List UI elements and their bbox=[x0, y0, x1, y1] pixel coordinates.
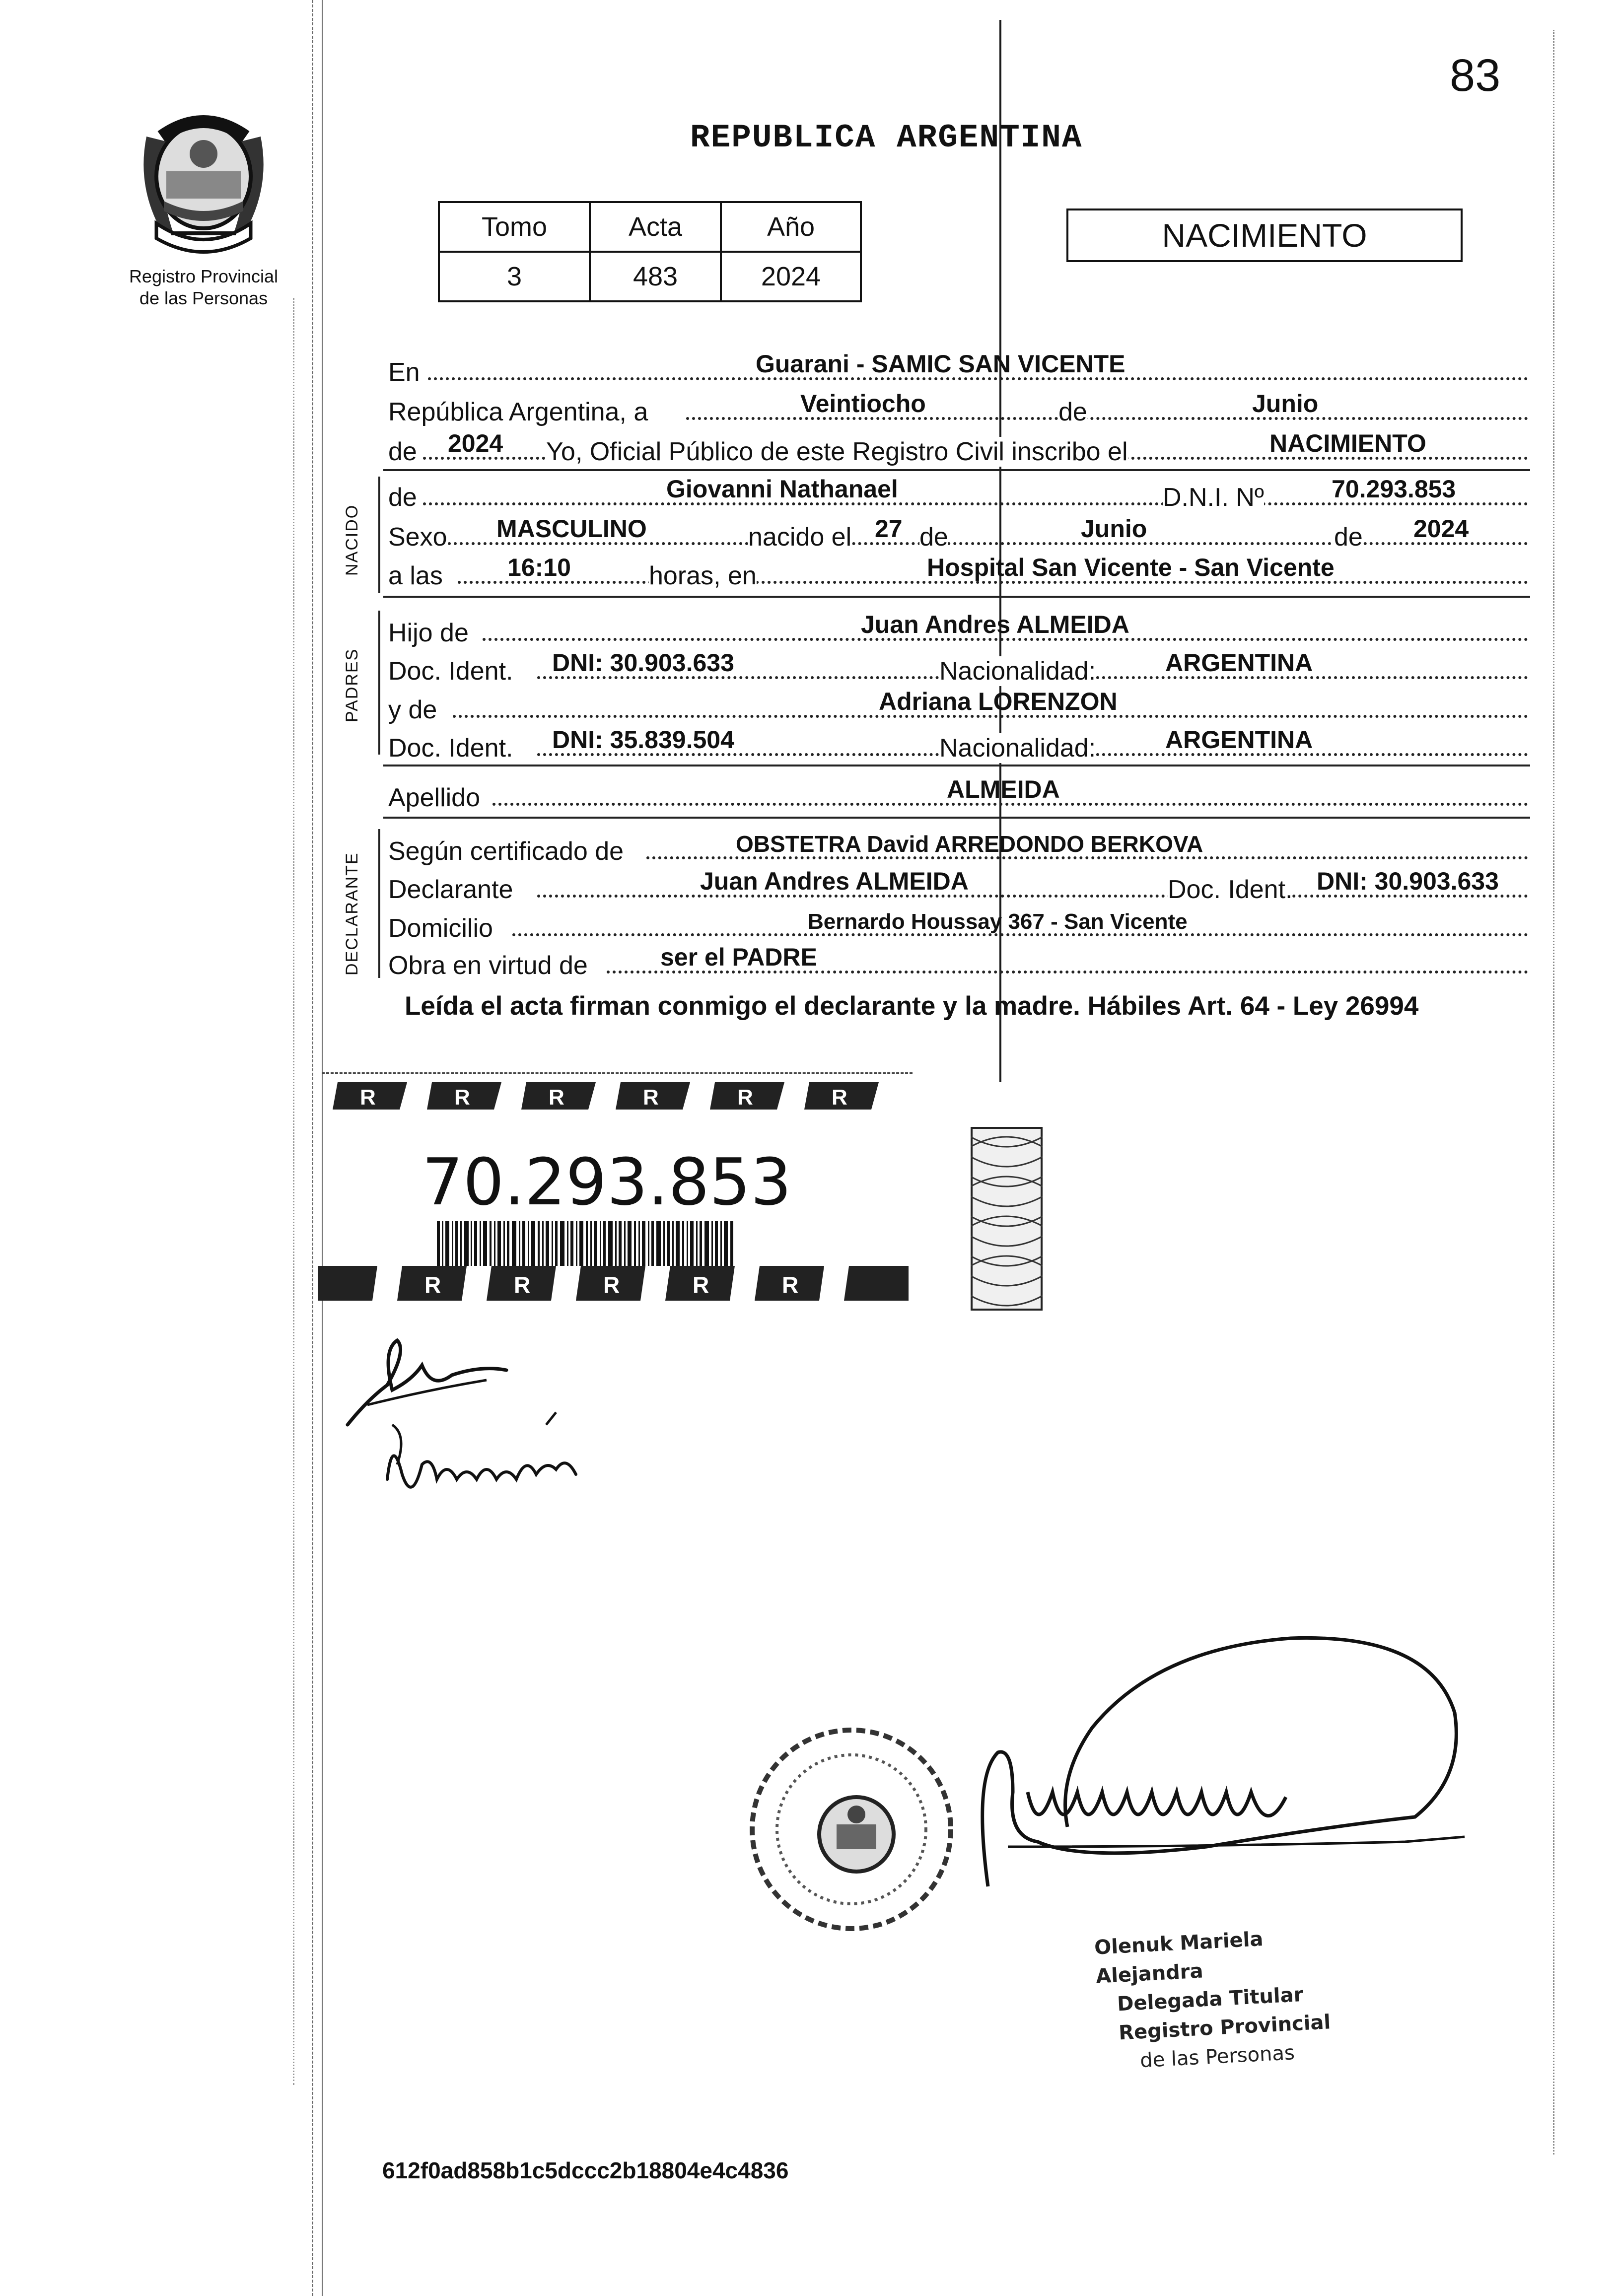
record-type-box: NACIMIENTO bbox=[1066, 209, 1463, 262]
value-father: Juan Andres ALMEIDA bbox=[861, 611, 1129, 638]
scan-fold-line bbox=[322, 0, 323, 2296]
label-de: de bbox=[388, 483, 417, 512]
value-obra: ser el PADRE bbox=[660, 943, 817, 971]
value-father-nationality: ARGENTINA bbox=[1165, 649, 1313, 677]
label-y-de: y de bbox=[388, 696, 437, 724]
registry-label-line: Registro Provincial bbox=[129, 266, 279, 286]
svg-text:R: R bbox=[643, 1085, 659, 1110]
table-value-tomo: 3 bbox=[439, 252, 590, 301]
label-de: de bbox=[1334, 523, 1363, 552]
form-row-time bbox=[388, 556, 1528, 591]
label-nacionalidad: Nacionalidad: bbox=[939, 657, 1096, 686]
form-row-domicilio bbox=[388, 908, 1528, 943]
table-header-tomo: Tomo bbox=[439, 202, 590, 252]
table-value-ano: 2024 bbox=[721, 252, 861, 301]
value-apellido: ALMEIDA bbox=[947, 775, 1060, 803]
registry-label bbox=[104, 266, 303, 309]
official-name-stamp bbox=[1094, 1919, 1379, 2078]
value-declarante-doc: DNI: 30.903.633 bbox=[1317, 867, 1499, 895]
official-stamp-line: Olenuk Mariela Alejandra bbox=[1094, 1928, 1264, 1988]
svg-text:R: R bbox=[737, 1085, 753, 1110]
value-mother-doc: DNI: 35.839.504 bbox=[552, 726, 734, 754]
label-republic: República Argentina, a bbox=[388, 398, 648, 426]
label-de: de bbox=[388, 437, 417, 466]
table-header-acta: Acta bbox=[590, 202, 721, 252]
scan-fold-line bbox=[293, 298, 294, 2085]
official-stamp-line: Registro Provincial bbox=[1118, 2011, 1332, 2045]
label-a-las: a las bbox=[388, 561, 443, 590]
section-bar bbox=[378, 477, 380, 593]
hologram-seal-icon bbox=[971, 1127, 1043, 1311]
official-stamp-line: Delegada Titular bbox=[1117, 1983, 1304, 2016]
label-dni: D.N.I. Nº bbox=[1163, 483, 1264, 512]
value-mother-nationality: ARGENTINA bbox=[1165, 726, 1313, 754]
form-row-inscribe bbox=[388, 429, 1528, 467]
value-month: Junio bbox=[1252, 390, 1319, 417]
section-divider bbox=[383, 765, 1530, 766]
value-place: Guarani - SAMIC SAN VICENTE bbox=[756, 350, 1126, 378]
registry-table bbox=[438, 201, 862, 302]
signature-mother-icon bbox=[377, 1405, 591, 1509]
label-horas: horas, en bbox=[649, 561, 757, 590]
label-certificado: Según certificado de bbox=[388, 837, 624, 866]
form-row-sexo bbox=[388, 517, 1528, 552]
svg-text:R: R bbox=[549, 1085, 564, 1110]
section-bar bbox=[378, 829, 380, 978]
scan-fold-line bbox=[1553, 30, 1554, 2155]
value-year: 2024 bbox=[448, 429, 503, 457]
value-sexo: MASCULINO bbox=[496, 515, 647, 543]
label-doc: Doc. Ident. bbox=[1168, 875, 1293, 904]
label-nacido-el: nacido el bbox=[748, 523, 852, 552]
value-birth-place: Hospital San Vicente - San Vicente bbox=[927, 554, 1335, 581]
value-domicilio: Bernardo Houssay 367 - San Vicente bbox=[808, 909, 1188, 934]
form-row-mother bbox=[388, 690, 1528, 725]
reading-note: Leída el acta firman conmigo el declarante y la madre. Hábiles Art. 64 - Ley 26994 bbox=[405, 991, 1419, 1021]
form-row-obra bbox=[388, 943, 1528, 980]
form-row-apellido bbox=[388, 775, 1528, 813]
svg-text:R: R bbox=[693, 1272, 709, 1298]
svg-text:R: R bbox=[360, 1085, 376, 1110]
side-label-padres: PADRES bbox=[343, 648, 361, 722]
label-inscribe: Yo, Oficial Público de este Registro Civil inscribo el bbox=[546, 437, 1128, 466]
svg-text:R: R bbox=[424, 1272, 441, 1298]
document-hash: 612f0ad858b1c5dccc2b18804e4c4836 bbox=[382, 2157, 789, 2183]
section-bar bbox=[378, 611, 380, 755]
value-mother: Adriana LORENZON bbox=[879, 688, 1118, 715]
svg-text:R: R bbox=[454, 1085, 470, 1110]
registry-round-stamp-icon bbox=[740, 1718, 963, 1941]
scan-fold-line bbox=[312, 0, 313, 2296]
form-row-father-doc bbox=[388, 651, 1528, 686]
value-day-words: Veintiocho bbox=[800, 390, 926, 417]
label-nacionalidad: Nacionalidad: bbox=[939, 734, 1096, 763]
form-row-father bbox=[388, 613, 1528, 648]
section-divider bbox=[383, 596, 1530, 598]
value-birth-year: 2024 bbox=[1413, 515, 1469, 543]
security-strip-icon bbox=[333, 1072, 909, 1113]
side-label-declarante: DECLARANTE bbox=[343, 852, 361, 975]
label-de: de bbox=[919, 523, 948, 552]
section-divider bbox=[383, 817, 1530, 819]
label-apellido: Apellido bbox=[388, 783, 481, 812]
svg-text:R: R bbox=[514, 1272, 531, 1298]
form-row-en bbox=[388, 352, 1528, 387]
section-divider bbox=[383, 469, 1530, 471]
official-stamp-line: de las Personas bbox=[1139, 2041, 1295, 2073]
svg-text:R: R bbox=[603, 1272, 620, 1298]
form-row-date bbox=[388, 392, 1528, 427]
svg-text:R: R bbox=[782, 1272, 799, 1298]
label-sexo: Sexo bbox=[388, 523, 447, 552]
label-dni-number: 70.293.853 bbox=[422, 1144, 792, 1220]
value-inscribe: NACIMIENTO bbox=[1269, 429, 1426, 457]
value-birth-day: 27 bbox=[875, 515, 903, 543]
label-obra: Obra en virtud de bbox=[388, 951, 588, 980]
form-row-nacido-name bbox=[388, 475, 1528, 512]
barcode-icon bbox=[437, 1221, 735, 1266]
security-strip-icon bbox=[318, 1261, 909, 1304]
value-certificado: OBSTETRA David ARREDONDO BERKOVA bbox=[736, 831, 1203, 857]
value-birth-month: Junio bbox=[1081, 515, 1147, 543]
label-doc: Doc. Ident. bbox=[388, 734, 513, 763]
value-child-name: Giovanni Nathanael bbox=[666, 475, 898, 503]
label-doc: Doc. Ident. bbox=[388, 657, 513, 686]
form-row-declarante bbox=[388, 867, 1528, 904]
side-label-nacido: NACIDO bbox=[343, 504, 361, 576]
form-row-mother-doc bbox=[388, 728, 1528, 763]
label-declarante: Declarante bbox=[388, 875, 513, 904]
value-time: 16:10 bbox=[507, 554, 571, 581]
value-father-doc: DNI: 30.903.633 bbox=[552, 649, 734, 677]
country-title: REPUBLICA ARGENTINA bbox=[690, 119, 1083, 156]
label-hijo-de: Hijo de bbox=[388, 619, 469, 647]
value-declarante: Juan Andres ALMEIDA bbox=[700, 867, 969, 895]
label-domicilio: Domicilio bbox=[388, 914, 493, 943]
signature-official-icon bbox=[968, 1628, 1479, 1926]
form-row-certificado bbox=[388, 832, 1528, 866]
table-value-acta: 483 bbox=[590, 252, 721, 301]
svg-text:R: R bbox=[832, 1085, 847, 1110]
value-child-dni: 70.293.853 bbox=[1332, 475, 1456, 503]
label-de: de bbox=[1058, 398, 1087, 426]
table-header-ano: Año bbox=[721, 202, 861, 252]
registry-label-line: de las Personas bbox=[139, 288, 268, 308]
province-coat-of-arms-icon bbox=[127, 107, 281, 261]
page-number: 83 bbox=[1450, 50, 1501, 101]
label-en: En bbox=[388, 358, 420, 387]
